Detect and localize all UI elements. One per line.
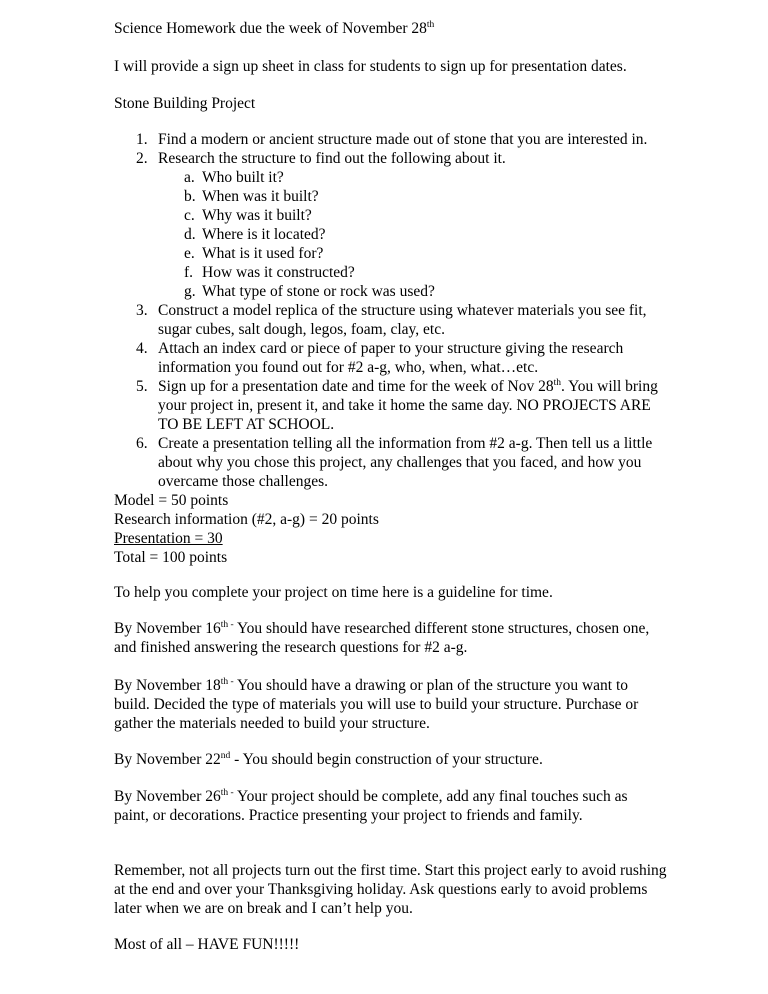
list-item: 2. Research the structure to find out the following about it. (136, 150, 506, 167)
list-item: 3. Construct a model replica of the structure using whatever materials you see fit, sugar cubes, salt dough, legos, foam, clay, etc. (136, 302, 647, 338)
list-item: b. When was it built? (184, 188, 319, 205)
project-title: Stone Building Project (114, 95, 256, 112)
list-item: d. Where is it located? (184, 226, 326, 243)
steps-list (114, 130, 674, 491)
list-item: e. What is it used for? (184, 245, 324, 262)
list-item: 4. Attach an index card or piece of paper to your structure giving the research information you found out for #2 a-g, who, when, what…etc. (136, 340, 624, 376)
research-questions (114, 168, 674, 301)
closing-line: Most of all – HAVE FUN!!!!! (114, 936, 300, 953)
page-title: Science Homework due the week of November 28th (114, 19, 435, 37)
total-points: Total = 100 points (114, 549, 228, 566)
points-breakdown (114, 491, 379, 567)
list-item: f. How was it constructed? (184, 264, 355, 281)
signup-note: I will provide a sign up sheet in class for students to sign up for presentation dates. (114, 58, 627, 75)
model-points: Model = 50 points (114, 492, 229, 509)
timeline-entry: By November 22nd - You should begin construction of your structure. (114, 750, 543, 768)
reminder-paragraph: Remember, not all projects turn out the first time. Start this project early to avoid rushing at the end and over your Thanksgiving holiday. Ask questions early to avoid problems later when we are on break and I can’t help you. (114, 862, 667, 917)
list-item: 1. Find a modern or ancient structure made out of stone that you are interested in. (136, 131, 648, 148)
research-points: Research information (#2, a-g) = 20 points (114, 511, 379, 528)
timeline-entry: By November $26^{th -}$ Your project should be complete, add any final touches such as paint, or decorations. Practice presenting your project to friends and family. (114, 787, 628, 824)
list-item: c. Why was it built? (184, 207, 312, 224)
list-item: g. What type of stone or rock was used? (184, 283, 435, 300)
guideline-intro: To help you complete your project on time here is a guideline for time. (114, 584, 553, 601)
list-item: 6. Create a presentation telling all the information from #2 a-g. Then tell us a little about why you chose this project, any challenges that you faced, and how you overcame those challenges. (136, 435, 653, 490)
timeline-entry: By November $18^{th -}$ You should have a drawing or plan of the structure you want to build. Decided the type of materials you will use to build your structure. Purchase or gather the materials needed to build your structure. (114, 676, 639, 732)
timeline-entry: By November $16^{th -}$ You should have researched different stone structures, chosen one, and finished answering the research questions for #2 a-g. (114, 619, 650, 656)
list-item: 5. Sign up for a presentation date and time for the week of Nov 28th. You will bring your project in, present it, and take it home the same day. NO PROJECTS ARE TO BE LEFT AT SCHOOL. (136, 377, 658, 433)
presentation-points: Presentation = 30 (114, 530, 223, 547)
list-item: a. Who built it? (184, 169, 284, 186)
